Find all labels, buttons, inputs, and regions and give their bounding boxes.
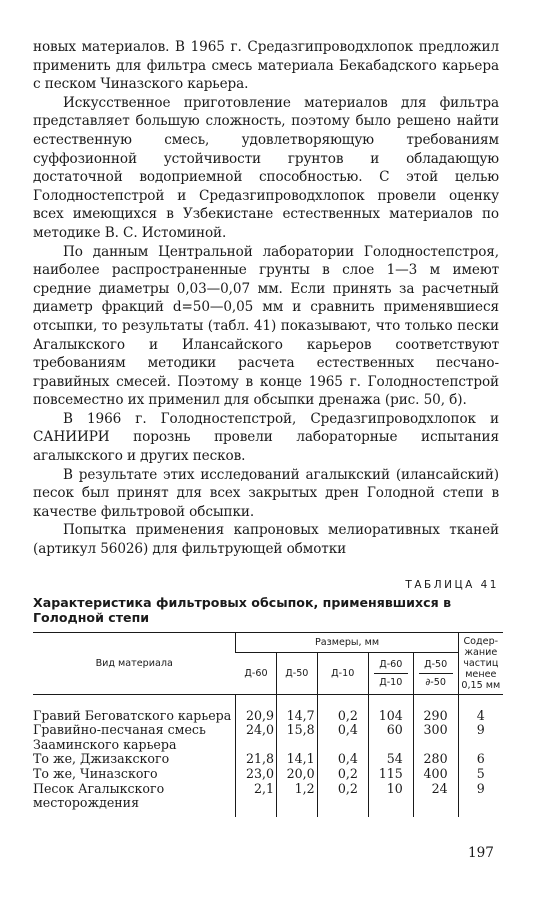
paragraph-3: По данным Центральной лаборатории Голодностепстроя, наиболее распространенные грунты в слое 1—3 м имеют средние диаметры 0,03—0,07 мм. Если принять за расчетный диаметр фракций d=50—0,05 мм и сравнить применявшиеся отсыпки, то результаты (табл. 41) показывают, что только пески Агалыкского и Илансайского карьеров соответствуют требованиям методики расчета естественных песчано-гравийных смесей. Поэтому в конце 1965 г. Голодностепстрой повсеместно их применил для обсыпки дренажа (рис. 50, б). [33,243,499,409]
page-number: 197 [468,845,494,861]
cell-content: 5 [458,767,503,782]
header-material: Вид материала [33,632,236,694]
cell-content: 9 [458,782,503,817]
cell-ratio2: 280 [413,752,458,767]
cell-d60: 20,9 [236,694,277,723]
page-content [33,38,499,817]
ratio1-numerator: Д-60 [374,659,408,674]
ratio2-denominator: ∂-50 [425,676,446,688]
cell-ratio1: 115 [368,767,413,782]
row-name: То же, Джизакского [33,751,170,767]
cell-d60: 23,0 [236,767,277,782]
paragraph-4: В 1966 г. Голодностепстрой, Средазгипроводхлопок и САНИИРИ порознь провели лабораторные испытания агалыкского и других песков. [33,410,499,465]
header-ratio-d50 [413,653,458,694]
cell-d50: 1,2 [277,782,318,817]
ratio2-numerator: Д-50 [419,659,453,674]
cell-d60: 24,0 [236,723,277,752]
header-d60: Д-60 [236,653,277,694]
row-name: Гравий Беговатского карьера [33,707,232,723]
header-d50: Д-50 [277,653,318,694]
cell-ratio2: 300 [413,723,458,752]
table-row [33,752,503,767]
paragraph-6: Попытка применения капроновых мелиоративных тканей (артикул 56026) для фильтрующей обмотки [33,522,499,558]
cell-d60: 21,8 [236,752,277,767]
cell-ratio1: 104 [368,694,413,723]
cell-d10: 0,2 [317,782,368,817]
row-name: Песок Агалыкского месторождения [33,780,165,811]
cell-content: 6 [458,752,503,767]
header-ratio-d60-d10 [368,653,413,694]
cell-d10: 0,4 [317,752,368,767]
table-row [33,694,503,723]
cell-content: 4 [458,694,503,723]
paragraph-1: новых материалов. В 1965 г. Средазгипроводхлопок предложил применить для фильтра смесь материала Бекабадского карьера с песком Чиназского карьера. [33,39,499,93]
table-row [33,767,503,782]
ratio1-denominator: Д-10 [379,676,403,688]
cell-ratio1: 54 [368,752,413,767]
cell-d50: 20,0 [277,767,318,782]
row-name: Гравийно-песчаная смесь Зааминского карьера [33,722,206,752]
header-sizes: Размеры, мм [236,632,458,653]
cell-ratio2: 290 [413,694,458,723]
cell-ratio2: 24 [413,782,458,817]
header-d10: Д-10 [317,653,368,694]
table-row [33,782,503,817]
cell-d10: 0,2 [317,767,368,782]
paragraph-5: В результате этих исследований агалыкский (илансайский) песок был принят для всех закрытых дрен Голодной степи в качестве фильтровой обсыпки. [33,466,499,520]
header-content: Содер-жание частиц менее 0,15 мм [458,632,503,694]
cell-d50: 14,7 [277,694,318,723]
cell-d60: 2,1 [236,782,277,817]
row-name: То же, Чиназского [33,766,158,781]
table-row [33,723,503,752]
table-number: ТАБЛИЦА 41 [405,578,499,591]
cell-d10: 0,2 [317,694,368,723]
cell-d50: 14,1 [277,752,318,767]
cell-ratio1: 60 [368,723,413,752]
cell-content: 9 [458,723,503,752]
cell-d50: 15,8 [277,723,318,752]
filter-table [33,632,503,817]
paragraph-2: Искусственное приготовление материалов для фильтра представляет большую сложность, поэтому было решено найти естественную смесь, удовлетворяющую требованиям суффозионной устойчивости грунтов и обладающую достаточной водоприемной способностью. С этой целью Голодностепстрой и Средазгипроводхлопок провели оценку всех имеющихся в Узбекистане естественных материалов по методике В. С. Истоминой. [33,94,499,241]
table-title: Характеристика фильтровых обсыпок, применявшихся в Голодной степи [33,594,452,626]
cell-ratio2: 400 [413,767,458,782]
cell-ratio1: 10 [368,782,413,817]
cell-d10: 0,4 [317,723,368,752]
